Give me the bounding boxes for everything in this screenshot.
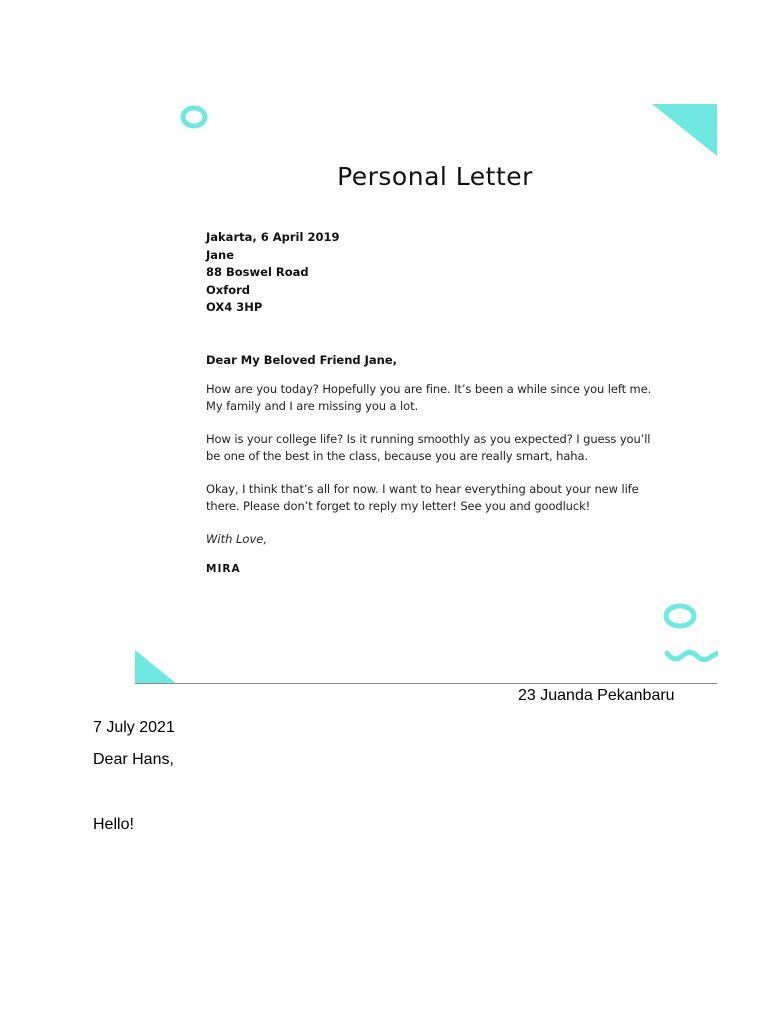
paragraph-line: there. Please don’t forget to reply my letter! See you and goodluck! <box>206 499 591 513</box>
image-bottom-border <box>135 683 717 684</box>
document-greeting: Dear Hans, <box>93 751 174 768</box>
address-line: OX4 3HP <box>206 300 263 314</box>
address-line: Jakarta, 6 April 2019 <box>206 230 340 244</box>
triangle-decoration-bottom-left-icon <box>135 650 177 684</box>
letter-paragraph <box>206 381 686 415</box>
triangle-decoration-top-right-icon <box>652 104 717 156</box>
letter-title: Personal Letter <box>337 162 533 191</box>
paragraph-line: My family and I are missing you a lot. <box>206 399 419 413</box>
paragraph-line: How is your college life? Is it running smoothly as you expected? I guess you’ll <box>206 432 651 446</box>
wave-decoration-icon <box>664 645 718 667</box>
paragraph-line: be one of the best in the class, because you are really smart, haha. <box>206 449 588 463</box>
letter-signature: MIRA <box>206 563 241 575</box>
paragraph-line: How are you today? Hopefully you are fine. It’s been a while since you left me. <box>206 382 652 396</box>
letter-salutation: Dear My Beloved Friend Jane, <box>206 353 398 367</box>
paragraph-line: Okay, I think that’s all for now. I want to hear everything about your new life <box>206 482 639 496</box>
document-address: 23 Juanda Pekanbaru <box>518 687 675 704</box>
address-line: Jane <box>206 247 235 262</box>
letter-closing: With Love, <box>206 532 267 546</box>
letter-body <box>206 352 686 578</box>
document-date: 7 July 2021 <box>93 719 175 736</box>
letter-paragraph <box>206 481 686 515</box>
ring-decoration-icon <box>178 103 210 131</box>
address-line: Oxford <box>206 282 251 297</box>
address-line: 88 Boswel Road <box>206 265 309 279</box>
sender-address-block <box>206 229 339 317</box>
document-body: Hello! <box>93 816 134 833</box>
ring-decoration-bottom-icon <box>661 601 699 631</box>
letter-paragraph <box>206 431 686 465</box>
